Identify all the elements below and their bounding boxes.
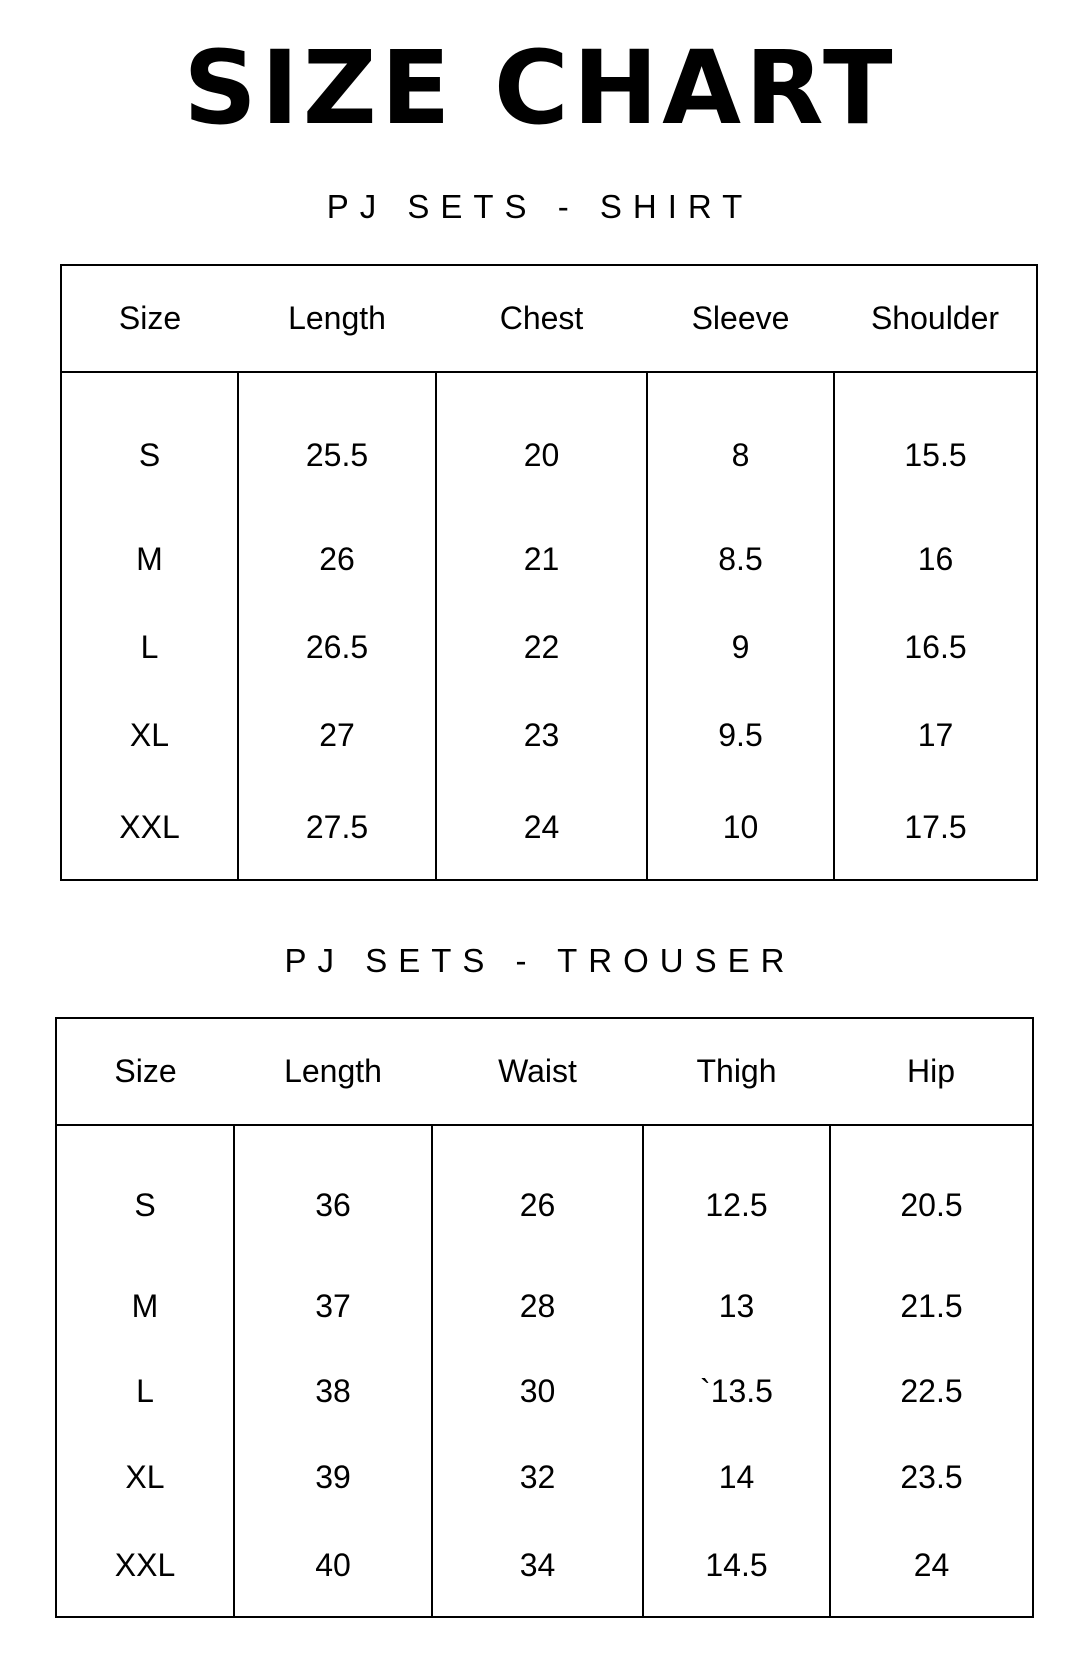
table-cell: 24 xyxy=(436,780,647,880)
column-header: Size xyxy=(56,1018,234,1125)
table-cell: 40 xyxy=(234,1520,432,1617)
table-cell: 27 xyxy=(238,692,436,780)
table-cell: L xyxy=(140,628,159,665)
table-cell: XXL xyxy=(114,1547,176,1584)
table-cell: 32 xyxy=(432,1434,643,1519)
table-cell: 21.5 xyxy=(830,1264,1033,1349)
table-cell: 15.5 xyxy=(834,372,1037,515)
column-header: Length xyxy=(238,265,436,372)
table-row xyxy=(61,603,1037,691)
table-cell: 28 xyxy=(432,1264,643,1349)
table-cell: `13.5 xyxy=(643,1349,830,1434)
table-cell: 17 xyxy=(834,692,1037,780)
table-cell: 10 xyxy=(647,780,834,880)
table-row xyxy=(56,1125,1033,1264)
column-header: Thigh xyxy=(643,1018,830,1125)
table-cell: 9 xyxy=(647,603,834,691)
table-cell: M xyxy=(131,1287,159,1324)
table-cell: 20.5 xyxy=(830,1125,1033,1264)
table-cell: 9.5 xyxy=(647,692,834,780)
table-header-row xyxy=(56,1018,1033,1125)
table-cell: 36 xyxy=(234,1125,432,1264)
table-row xyxy=(61,780,1037,880)
table-cell: 25.5 xyxy=(238,372,436,515)
column-header: Hip xyxy=(830,1018,1033,1125)
table-cell: XL xyxy=(129,717,170,754)
table-cell: 24 xyxy=(830,1520,1033,1617)
table-row xyxy=(61,515,1037,603)
table-cell: 16.5 xyxy=(834,603,1037,691)
table-cell: 26.5 xyxy=(238,603,436,691)
column-header: Size xyxy=(61,265,238,372)
table-cell: 22 xyxy=(436,603,647,691)
table-cell: 13 xyxy=(643,1264,830,1349)
table-cell: L xyxy=(136,1373,154,1410)
table-cell: 30 xyxy=(432,1349,643,1434)
table-cell: 14.5 xyxy=(643,1520,830,1617)
table-row xyxy=(56,1520,1033,1617)
table-row xyxy=(56,1264,1033,1349)
table-cell: S xyxy=(134,1187,156,1224)
table-cell: 39 xyxy=(234,1434,432,1519)
table-cell: 23 xyxy=(436,692,647,780)
table-cell: XXL xyxy=(119,808,180,845)
table-row xyxy=(61,372,1037,515)
table-cell: 14 xyxy=(643,1434,830,1519)
table-cell: 16 xyxy=(834,515,1037,603)
table-cell: 8 xyxy=(647,372,834,515)
table-row xyxy=(56,1434,1033,1519)
table-cell: 34 xyxy=(432,1520,643,1617)
table-cell: 22.5 xyxy=(830,1349,1033,1434)
table-cell: M xyxy=(136,540,163,577)
shirt-heading: PJ SETS - SHIRT xyxy=(326,188,754,225)
table-cell: 12.5 xyxy=(643,1125,830,1264)
column-header: Shoulder xyxy=(834,265,1037,372)
trouser-size-table xyxy=(55,1017,1034,1618)
table-cell: 17.5 xyxy=(834,780,1037,880)
column-header: Sleeve xyxy=(647,265,834,372)
column-header: Length xyxy=(234,1018,432,1125)
table-cell: XL xyxy=(125,1458,165,1495)
table-cell: 8.5 xyxy=(647,515,834,603)
table-cell: 26 xyxy=(238,515,436,603)
table-row xyxy=(61,692,1037,780)
table-cell: 27.5 xyxy=(238,780,436,880)
table-header-row xyxy=(61,265,1037,372)
table-cell: 26 xyxy=(432,1125,643,1264)
page-title: SIZE CHART xyxy=(183,29,897,148)
table-cell: 37 xyxy=(234,1264,432,1349)
table-cell: 20 xyxy=(436,372,647,515)
trouser-heading: PJ SETS - TROUSER xyxy=(284,942,796,979)
column-header: Chest xyxy=(436,265,647,372)
table-cell: 21 xyxy=(436,515,647,603)
table-cell: S xyxy=(138,436,161,473)
shirt-size-table xyxy=(60,264,1038,881)
column-header: Waist xyxy=(432,1018,643,1125)
table-row xyxy=(56,1349,1033,1434)
table-cell: 23.5 xyxy=(830,1434,1033,1519)
table-cell: 38 xyxy=(234,1349,432,1434)
